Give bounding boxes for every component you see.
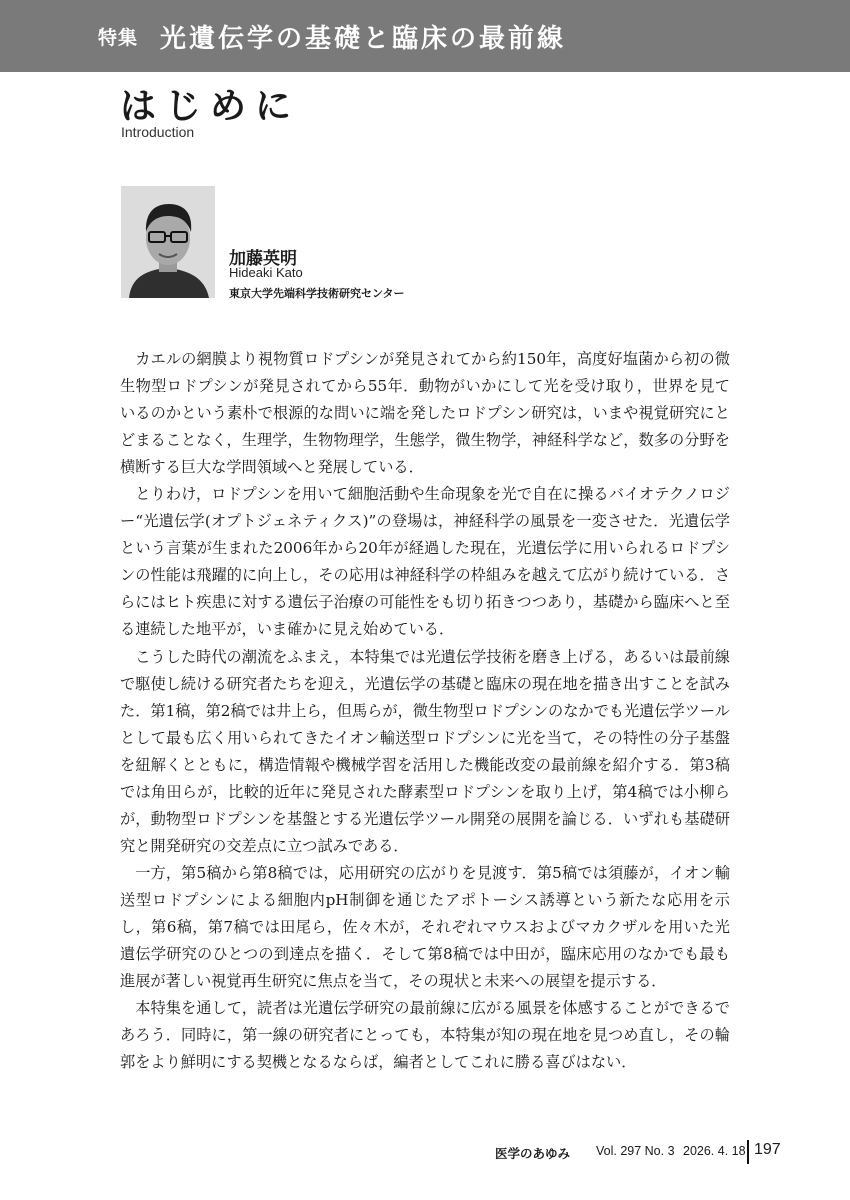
- feature-banner: [0, 0, 850, 72]
- journal-name: 医学のあゆみ: [494, 1146, 570, 1161]
- paragraph: とりわけ，ロドプシンを用いて細胞活動や生命現象を光で自在に操るバイオテクノロジー“光遺伝学(オプトジェネティクス)”の登場は，神経科学の風景を一変させた．光遺伝学という言葉が生まれた2006年から20年が経過した現在，光遺伝学に用いられるロドプシンの性能は飛躍的に向上し，その応用は神経科学の枠組みを越えて広がり続けている．さらにはヒト疾患に対する遺伝子治療の可能性をも切り拓きつつあり，基礎から臨床へと至る連続した地平が，いま確かに見え始めている．: [120, 485, 730, 639]
- paragraph: こうした時代の潮流をふまえ，本特集では光遺伝学技術を磨き上げる，あるいは最前線で駆使し続ける研究者たちを迎え，光遺伝学の基礎と臨床の現在地を描き出すことを試みた．第1稿，第2稿では井上ら，但馬らが，微生物型ロドプシンのなかでも光遺伝学ツールとして最も広く用いられてきたイオン輸送型ロドプシンに光を当て，その特性の分子基盤を紐解くとともに，構造情報や機械学習を活用した機能改変の最前線を紹介する．第3稿では角田らが，比較的近年に発見された酵素型ロドプシンを取り上げ，第4稿では小柳らが，動物型ロドプシンを基盤とする光遺伝学ツール開発の展開を論じる．いずれも基礎研究と開発研究の交差点に立つ試みである．: [120, 647, 730, 855]
- author-portrait-graphic: [121, 186, 215, 298]
- publication-date: 2026. 4. 18: [683, 1144, 746, 1158]
- page-title: はじめに: [120, 86, 301, 127]
- author-name: 加藤英明: [229, 249, 297, 269]
- article-body: [120, 346, 730, 1076]
- paragraph: 一方，第5稿から第8稿では，応用研究の広がりを見渡す．第5稿では須藤が，イオン輸送型ロドプシンによる細胞内pH制御を通じたアポトーシス誘導という新たな応用を示し，第6稿，第7稿では田尾ら，佐々木が，それぞれマウスおよびマカクザルを用いた光遺伝学研究のひとつの到達点を描く．そして第8稿では中田が，臨床応用のなかでも最も進展が著しい視覚再生研究に焦点を当て，その現状と未来への展望を提示する．: [120, 863, 730, 991]
- paragraph: カエルの網膜より視物質ロドプシンが発見されてから約150年，高度好塩菌から初の微生物型ロドプシンが発見されてから55年．動物がいかにして光を受け取り，世界を見ているのかという素朴で根源的な問いに端を発したロドプシン研究は，いまや視覚研究にとどまることなく，生理学，生物物理学，生態学，微生物学，神経科学など，数多の分野を横断する巨大な学問領域へと発展している．: [120, 350, 730, 477]
- author-name-english: Hideaki Kato: [229, 265, 303, 280]
- page-footer: [0, 1140, 850, 1164]
- feature-label: 特集: [98, 26, 139, 49]
- author-photo: [121, 186, 215, 298]
- footer-divider: [747, 1140, 749, 1164]
- page-number: 197: [754, 1141, 781, 1158]
- page-subtitle: Introduction: [121, 124, 195, 140]
- journal-volume: Vol. 297 No. 3: [596, 1144, 675, 1158]
- paragraph: 本特集を通して，読者は光遺伝学研究の最前線に広がる風景を体感することができるであろう．同時に，第一線の研究者にとっても，本特集が知の現在地を見つめ直し，その輪郭をより鮮明にする契機となるならば，編者としてこれに勝る喜びはない．: [120, 999, 730, 1072]
- feature-title: 光遺伝学の基礎と臨床の最前線: [160, 23, 567, 54]
- author-affiliation: 東京大学先端科学技術研究センター: [229, 287, 405, 300]
